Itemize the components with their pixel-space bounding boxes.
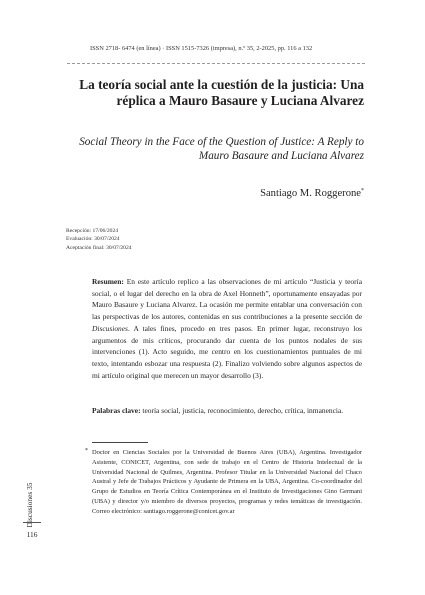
side-journal-name: Discusiones 35 [25, 482, 34, 528]
footnote-mark: * [85, 448, 88, 454]
submission-dates [66, 227, 132, 252]
keywords-label: Palabras clave: [92, 406, 141, 415]
keywords [92, 405, 362, 417]
header-divider [67, 63, 365, 64]
date-evaluated: Evaluación: 30/07/2024 [66, 236, 120, 243]
date-received: Recepción: 17/06/2024 [66, 228, 119, 234]
author-footnote-mark[interactable]: * [361, 188, 364, 194]
keywords-text: teoría social, justicia, reconocimiento, derecho, crítica, inmanencia. [140, 406, 344, 415]
footnote-divider [92, 442, 148, 443]
footnote-text: Doctor en Ciencias Sociales por la Universidad de Buenos Aires (UBA), Argentina. Investigador Asistente, CONICET, Argentina, con sede de trabajo en el Centro de Historia Intelectual de la Universidad Nacional de Quilmes, Argentina. Profesor Titular en la Universidad Nacional del Chaco Austral y Jefe de Trabajos Prácticos y Ayudante de Primera en la UBA, Argentina. Co-coordinador del Grupo de Estudios en Teoría Crítica Contemporánea en el Instituto de Investigaciones Gino Germani (UBA) y director y/o miembro de diversos proyectos, programas y redes temáticas de investigación. Correo electrónico: santiago.roggerone@conicet.gov.ar [92, 449, 362, 515]
author-name: Santiago M. Roggerone [260, 188, 361, 199]
abstract-label: Resumen: [92, 277, 124, 286]
side-divider [23, 522, 41, 523]
abstract-text-part-2: . A tales fines, procedo en tres pasos. En primer lugar, reconstruyo los argumentos de mis críticos, procurando dar cuenta de los puntos nodales de sus intervenciones (1). Acto seguido, me centro en los cuestionamientos puntuales de mi texto, intentando esbozar una respuesta (2). Finalizo volviendo sobre algunos aspectos de mi artículo original que merecen un mayor desarrollo (3). [92, 323, 362, 380]
abstract-journal-name: Discusiones [92, 323, 128, 333]
abstract-text-part-1: En este artículo replico a las observaciones de mi artículo “Justicia y teoría social, o el lugar del derecho en la obra de Axel Honneth”, oportunamente ensayadas por Mauro Basaure y Luciana Alvarez. La ocasión me permite entablar una conversación con las perspectivas de los autores, contenidas en sus contribuciones a la presente sección de [92, 277, 362, 322]
journal-issn-header: ISSN 2718- 6474 (en línea) · ISSN 1515-7326 (impresa), n.º 35, 2-2025, pp. 116 a 132 [90, 45, 313, 52]
article-title-english: Social Theory in the Face of the Question of Justice: A Reply to Mauro Basaure and Luciana Alvarez [79, 136, 364, 163]
date-accepted: Aceptación final: 30/07/2024 [66, 244, 132, 251]
page-number: 116 [26, 530, 38, 539]
abstract [92, 276, 362, 381]
author-footnote [85, 448, 362, 516]
article-title-spanish: La teoría social ante la cuestión de la justicia: Una réplica a Mauro Basaure y Luciana Alvarez [79, 77, 364, 109]
author-line [260, 188, 364, 199]
